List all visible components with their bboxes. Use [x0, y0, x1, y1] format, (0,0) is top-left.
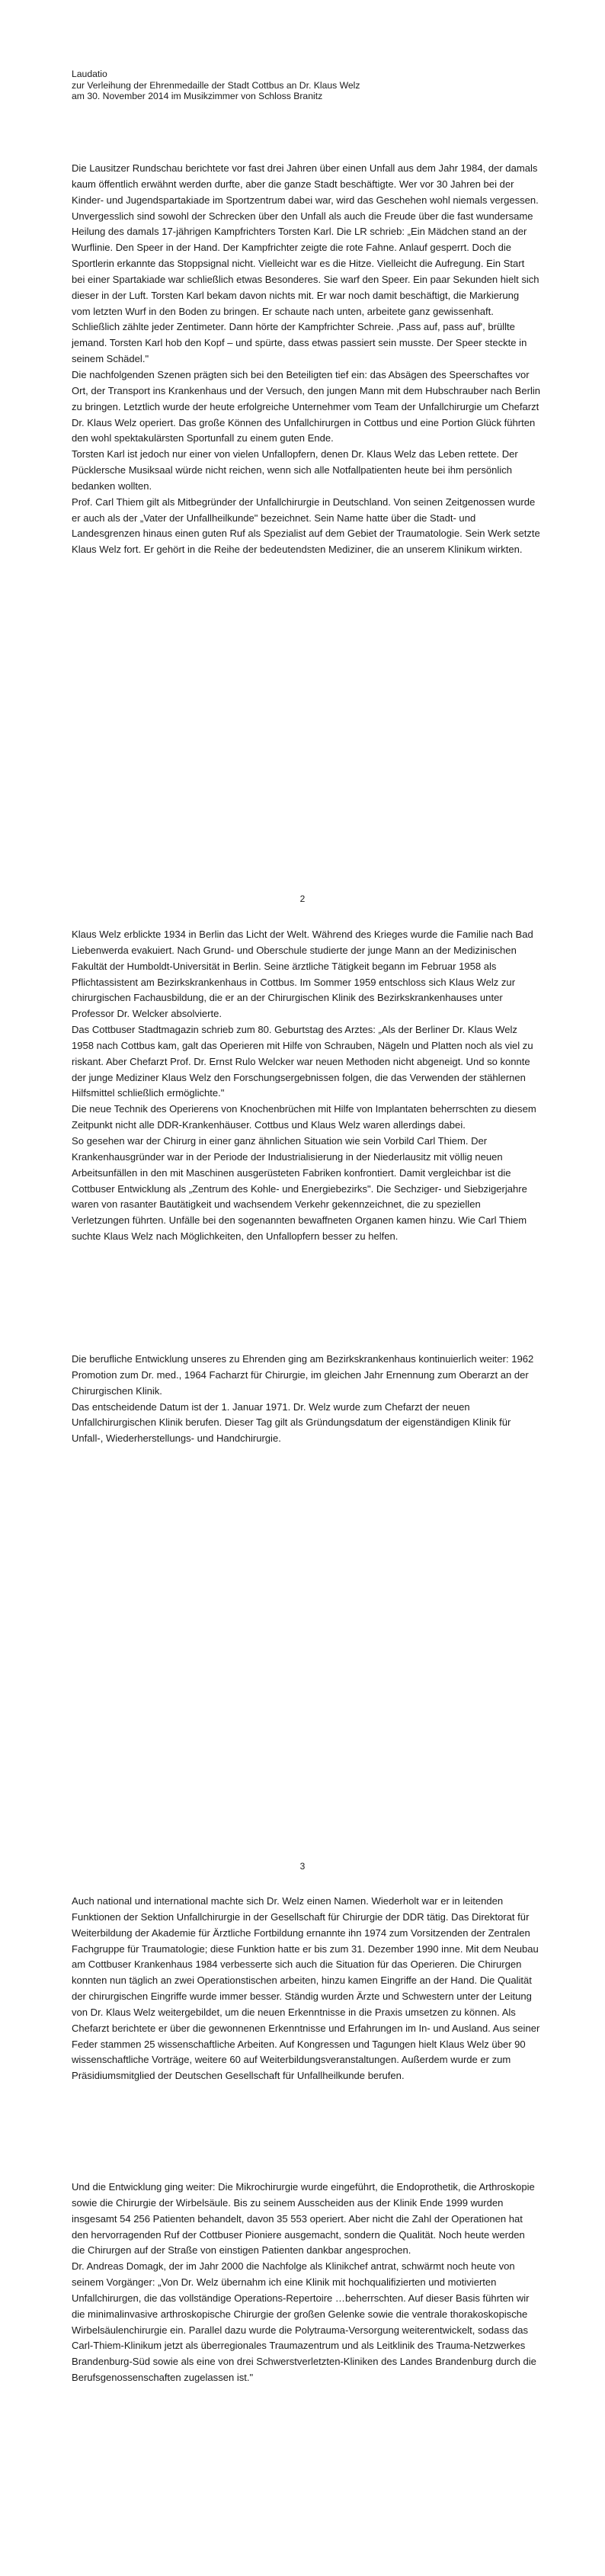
- page-number: 2: [299, 893, 306, 904]
- header-occasion: zur Verleihung der Ehrenmedaille der Stadt Cottbus an Dr. Klaus Welz: [72, 79, 360, 91]
- paragraph: Die Lausitzer Rundschau berichtete vor fast drei Jahren über einen Unfall aus dem Jahr 1984, der damals kaum öffentlich erwähnt werden durfte, aber die ganze Stadt beschäftigte. Wer vor 30 Jahren bei der Kinder- und Jugendspartakiade im Sportzentrum dabei war, wird das Geschehen wohl niemals vergessen. Unvergesslich sind sowohl der Schrecken über den Unfall als auch die Freude über die fast wundersame Heilung des damals 17-jährigen Kampfrichters Torsten Karl. Die LR schrieb: „Ein Mädchen stand an der Wurflinie. Den Speer in der Hand. Der Kampfrichter zeigte die rote Fahne. Anlauf gesperrt. Doch die Sportlerin erkannte das Stoppsignal nicht. Vielleicht war es die Hitze. Vielleicht die Aufregung. Ein Start bei einer Spartakiade war schließlich etwas Besonderes. Sie warf den Speer. Ein paar Sekunden hielt sich dieser in der Luft. Torsten Karl bekam davon nichts mit. Er war noch damit beschäftigt, die Markierung vom letzten Wurf in den Boden zu bringen. Er schaute nach unten, arbeitete ganz gewissenhaft. Schließlich zählte jeder Zentimeter. Dann hörte der Kampfrichter Schreie. ‚Pass auf, pass auf', brüllte jemand. Torsten Karl hob den Kopf – und spürte, dass etwas passiert sein musste. Der Speer steckte in seinem Schädel.": [72, 162, 539, 365]
- page2-body: [72, 927, 540, 1245]
- paragraph: So gesehen war der Chirurg in einer ganz ähnlichen Situation wie sein Vorbild Carl Thiem. Der Krankenhausgründer war in der Periode der Industrialisierung in der Niederlausitz mit völlig neuen Arbeitsunfällen in den mit Maschinen ausgerüsteten Fabriken konfrontiert. Damit vergleichbar ist die Cottbuser Entwicklung als „Zentrum des Kohle- und Energiebezirks". Die Sechziger- und Siebzigerjahre waren von rasanter Bautätigkeit und wachsendem Verkehr gekennzeichnet, die zu speziellen Verletzungen führten. Unfälle bei den sogenannten bewaffneten Organen kamen hinzu. Wie Carl Thiem suchte Klaus Welz nach Möglichkeiten, den Unfallopfern besser zu helfen.: [72, 1134, 527, 1243]
- page3-body-continued: [72, 2180, 540, 2386]
- speech-header: [72, 69, 544, 102]
- paragraph: Prof. Carl Thiem gilt als Mitbegründer der Unfallchirurgie in Deutschland. Von seinen Zeitgenossen wurde er auch als der „Vater der Unfallheilkunde" bezeichnet. Sein Name hatte über die Stadt- und Landesgrenzen hinaus einen guten Ruf als Spezialist auf dem Gebiet der Traumatologie. Sein Werk setzte Klaus Welz fort. Er gehört in die Reihe der bedeutendsten Mediziner, die an unserem Klinikum wirkten.: [72, 496, 540, 556]
- paragraph: Das entscheidende Datum ist der 1. Januar 1971. Dr. Welz wurde zum Chefarzt der neuen Unfallchirurgischen Klinik berufen. Dieser Tag gilt als Gründungsdatum der eigenständigen Klinik für Unfall-, Wiederherstellungs- und Handchirurgie.: [72, 1400, 511, 1445]
- paragraph: Die neue Technik des Operierens von Knochenbrüchen mit Hilfe von Implantaten beherrschten zu diesem Zeitpunkt nicht alle DDR-Krankenhäuser. Cottbus und Klaus Welz waren allerdings dabei.: [72, 1103, 536, 1131]
- paragraph: Dr. Andreas Domagk, der im Jahr 2000 die Nachfolge als Klinikchef antrat, schwärmt noch heute von seinem Vorgänger: „Von Dr. Welz übernahm ich eine Klinik mit hochqualifizierten und motivierten Unfallchirurgen, die das vollständige Operations-Repertoire …beherrschten. Auf dieser Basis führten wir die minimalinvasive arthroskopische Chirurgie der großen Gelenke sowie die ventrale thorakoskopische Wirbelsäulenchirurgie ein. Parallel dazu wurde die Polytrauma-Versorgung weiterentwickelt, sodass das Carl-Thiem-Klinikum jetzt als überregionales Traumazentrum und als Leitklinik des Trauma-Netzwerkes Brandenburg-Süd sowie als eine von drei Schwerstverletzten-Kliniken des Landes Brandenburg durch die Berufsgenossenschaften zugelassen ist.": [72, 2260, 536, 2384]
- page3-body: [72, 1894, 540, 2084]
- paragraph: Und die Entwicklung ging weiter: Die Mikrochirurgie wurde eingeführt, die Endoprothetik, die Arthroskopie sowie die Chirurgie der Wirbelsäule. Bis zu seinem Ausscheiden aus der Klinik Ende 1999 wurden insgesamt 54 256 Patienten behandelt, davon 35 553 operiert. Aber nicht die Zahl der Operationen hat den hervorragenden Ruf der Cottbuser Pioniere ausgemacht, sondern die Qualität. Noch heute werden die Chirurgen auf der Straße von einstigen Patienten dankbar angesprochen.: [72, 2181, 535, 2257]
- page1-body: [72, 161, 540, 558]
- paragraph: Klaus Welz erblickte 1934 in Berlin das Licht der Welt. Während des Krieges wurde die Familie nach Bad Liebenwerda evakuiert. Nach Grund- und Oberschule studierte der junge Mann an der Medizinischen Fakultät der Humboldt-Universität in Berlin. Seine ärztliche Tätigkeit begann im Februar 1958 als Pflichtassistent am Bezirkskrankenhaus in Cottbus. Im Sommer 1959 entschloss sich Klaus Welz zur chirurgischen Fachausbildung, die er an der Chirurgischen Klinik des Bezirkskrankenhauses unter Professor Dr. Welcker absolvierte.: [72, 929, 533, 1020]
- paragraph: Auch national und international machte sich Dr. Welz einen Namen. Wiederholt war er in leitenden Funktionen der Sektion Unfallchirurgie in der Gesellschaft für Chirurgie der DDR tätig. Das Direktorat für Weiterbildung der Akademie für Ärztliche Fortbildung ernannte ihn 1974 zum Vorsitzenden der Zentralen Fachgruppe für Traumatologie; diese Funktion hatte er bis zum 31. Dezember 1990 inne. Mit dem Neubau am Cottbuser Krankenhaus 1984 verbesserte sich auch die Situation für das Operieren. Die Chirurgen konnten nun täglich an zwei Operationstischen arbeiten, hinzu kamen Eingriffe an der Hand. Die Qualität der chirurgischen Eingriffe wurde immer besser. Ständig wurden Ärzte und Schwestern unter der Leitung von Dr. Klaus Welz weitergebildet, um die neuen Erkenntnisse in die Praxis umsetzen zu können. Als Chefarzt berichtete er über die gewonnenen Erkenntnisse und Erfahrungen im In- und Ausland. Aus seiner Feder stammen 25 wissenschaftliche Arbeiten. Auf Kongressen und Tagungen hielt Klaus Welz über 90 wissenschaftliche Vorträge, weitere 60 auf Weiterbildungsveranstaltungen. Außerdem wurde er zum Präsidiumsmitglied der Deutschen Gesellschaft für Unfallheilkunde berufen.: [72, 1895, 540, 2082]
- paragraph: Torsten Karl ist jedoch nur einer von vielen Unfallopfern, denen Dr. Klaus Welz das Leben rettete. Der Pücklersche Musiksaal würde nicht reichen, wenn sich alle Notfallpatienten heute bei ihm persönlich bedanken wollten.: [72, 448, 518, 492]
- page-number: 3: [299, 1861, 306, 1872]
- page2-body-continued: [72, 1352, 540, 1447]
- header-title: Laudatio: [72, 69, 107, 79]
- paragraph: Das Cottbuser Stadtmagazin schrieb zum 80. Geburtstag des Arztes: „Als der Berliner Dr. Klaus Welz 1958 nach Cottbus kam, galt das Operieren mit Hilfe von Schrauben, Nägeln und Platten noch als viel zu riskant. Aber Chefarzt Prof. Dr. Ernst Rulo Welcker war neuen Methoden nicht abgeneigt. Und so konnte der junge Mediziner Klaus Welz den Forschungsergebnissen folgen, die das Verwenden der stählernen Hilfsmittel schließlich ermöglichte.": [72, 1024, 533, 1099]
- paragraph: Die berufliche Entwicklung unseres zu Ehrenden ging am Bezirkskrankenhaus kontinuierlich weiter: 1962 Promotion zum Dr. med., 1964 Facharzt für Chirurgie, im gleichen Jahr Ernennung zum Oberarzt an der Chirurgischen Klinik.: [72, 1353, 534, 1397]
- paragraph: Die nachfolgenden Szenen prägten sich bei den Beteiligten tief ein: das Absägen des Speerschaftes vor Ort, der Transport ins Krankenhaus und der Versuch, den jungen Mann mit dem Hubschrauber nach Berlin zu bringen. Letztlich wurde der heute erfolgreiche Unternehmer vom Team der Unfallchirurgie um Chefarzt Dr. Klaus Welz operiert. Das große Können des Unfallchirurgen in Cottbus und eine Portion Glück führten den wohl spektakulärsten Sportunfall zu einem guten Ende.: [72, 368, 540, 444]
- header-date-venue: am 30. November 2014 im Musikzimmer von Schloss Branitz: [72, 91, 323, 101]
